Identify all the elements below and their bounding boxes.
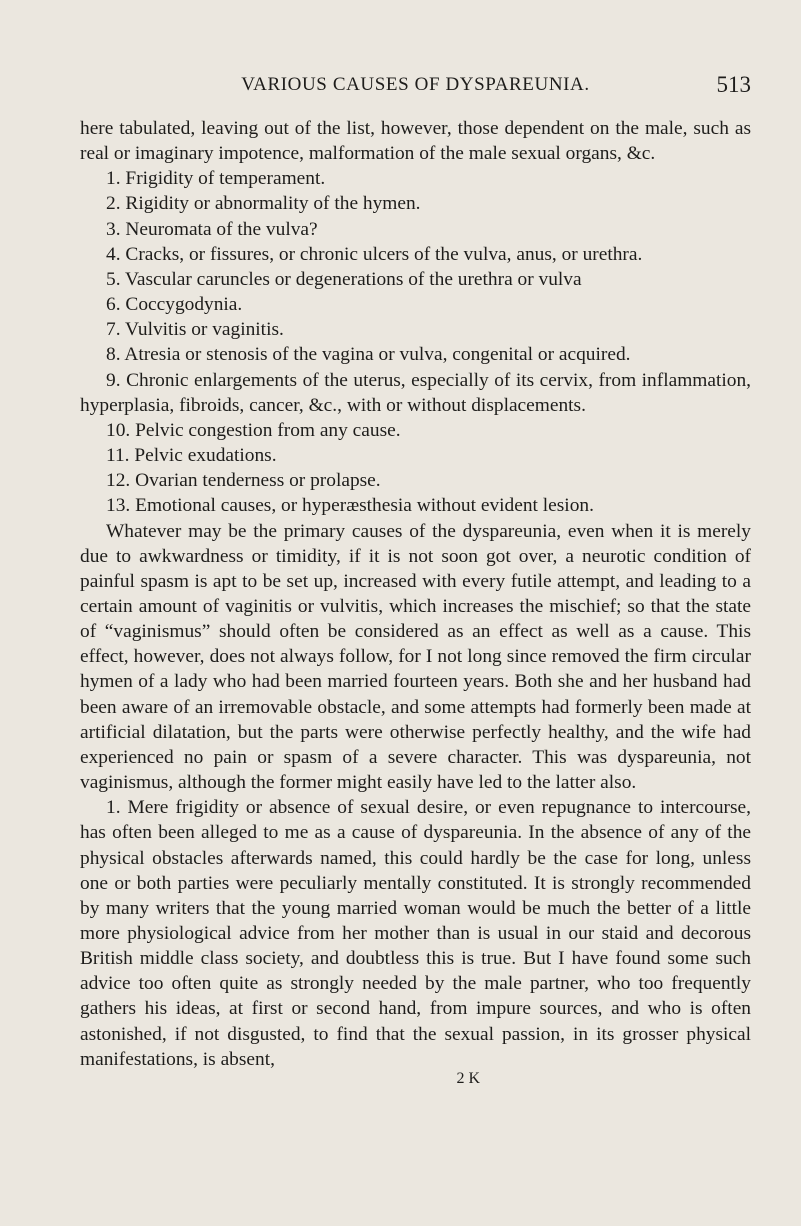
list-item — [80, 368, 751, 418]
paragraph-whatever: Whatever may be the primary causes of the dyspareunia, even when it is merely due to awkwardness or timidity, if it is not soon got over, a neurotic condition of painful spasm is apt to be set up, increased with every futile attempt, and leading to a certain amount of vaginitis or vulvitis, which increases the mischief; so that the state of “vaginismus” should often be considered as an effect as well as a cause. This effect, however, does not always follow, for I not long since removed the firm circular hymen of a lady who had been married fourteen years. Both she and her husband had been aware of an irremovable obstacle, and some attempts had formerly been made at artificial dilatation, but the parts were otherwise perfectly healthy, and the wife had experienced no pain or spasm of a severe character. This was dyspareunia, not vaginismus, although the former might easily have led to the latter also. — [80, 520, 751, 794]
list-item — [80, 468, 751, 493]
body-text — [80, 116, 751, 1072]
list-item-number: 13. — [106, 495, 131, 517]
list-item — [80, 166, 751, 191]
list-item-number: 9. — [106, 369, 121, 391]
list-item-text: Rigidity or abnormality of the hymen. — [125, 193, 421, 215]
list-item-number: 7. — [106, 319, 121, 341]
list-item-number: 12. — [106, 470, 131, 492]
list-item-text: Pelvic exudations. — [134, 445, 277, 467]
page-number: 513 — [716, 72, 751, 97]
list-item — [80, 418, 751, 443]
signature-mark: 2 K — [456, 1070, 480, 1087]
list-item — [80, 493, 751, 518]
list-item-number: 8. — [106, 344, 121, 366]
list-item-number: 10. — [106, 419, 131, 441]
list-item-number: 3. — [106, 218, 121, 240]
list-item-text: Coccygodynia. — [125, 294, 243, 316]
list-item-number: 2. — [106, 193, 121, 215]
list-item-text: Neuromata of the vulva? — [125, 218, 318, 240]
list-item-text: Cracks, or fissures, or chronic ulcers of the vulva, anus, or urethra. — [125, 243, 643, 265]
causes-list — [80, 166, 751, 518]
list-item — [80, 242, 751, 267]
list-item-number: 1. — [106, 168, 121, 190]
paragraph-mere-frigidity: 1. Mere frigidity or absence of sexual desire, or even repugnance to intercourse, has often been alleged to me as a cause of dyspareunia. In the absence of any of the physical obstacles afterwards named, this could hardly be the case for long, unless one or both parties were peculiarly mentally constituted. It is strongly recommended by many writers that the young married woman would be much the better of a little more physiological advice from her mother than is usual in our staid and decorous British middle class society, and doubtless this is true. But I have found some such advice too often quite as strongly needed by the male partner, who too frequently gathers his ideas, at first or second hand, from impure sources, and who is often astonished, if not disgusted, to find that the sexual passion, in its grosser physical manifestations, is absent, — [80, 797, 751, 1070]
list-item — [80, 217, 751, 242]
list-item-number: 5. — [106, 268, 121, 290]
list-item-text: Frigidity of temperament. — [125, 168, 326, 190]
running-head: VARIOUS CAUSES OF DYSPAREUNIA. — [241, 74, 590, 95]
list-item-number: 6. — [106, 294, 121, 316]
page-header — [80, 72, 751, 102]
list-item — [80, 191, 751, 216]
list-item — [80, 342, 751, 367]
list-item-text: Atresia or stenosis of the vagina or vulva, congenital or acquired. — [124, 344, 631, 366]
list-item-number: 11. — [106, 445, 130, 467]
list-item-text: Vascular caruncles or degenerations of the urethra or vulva — [125, 268, 582, 290]
list-item — [80, 317, 751, 342]
list-item-text: Emotional causes, or hyperæsthesia without evident lesion. — [135, 495, 594, 517]
list-item — [80, 292, 751, 317]
list-item-text: Vulvitis or vaginitis. — [125, 319, 284, 341]
list-item-text: Ovarian tenderness or prolapse. — [135, 470, 381, 492]
list-item-text: Pelvic congestion from any cause. — [135, 419, 401, 441]
list-item-text: Chronic enlargements of the uterus, especially of its cervix, from inflammation, hyperplasia, fibroids, cancer, &c., with or without displacements. — [80, 369, 751, 416]
list-item-number: 4. — [106, 243, 121, 265]
intro-paragraph: here tabulated, leaving out of the list, however, those dependent on the male, such as real or imaginary impotence, malformation of the male sexual organs, &c. — [80, 118, 751, 165]
list-item — [80, 267, 751, 292]
list-item — [80, 443, 751, 468]
